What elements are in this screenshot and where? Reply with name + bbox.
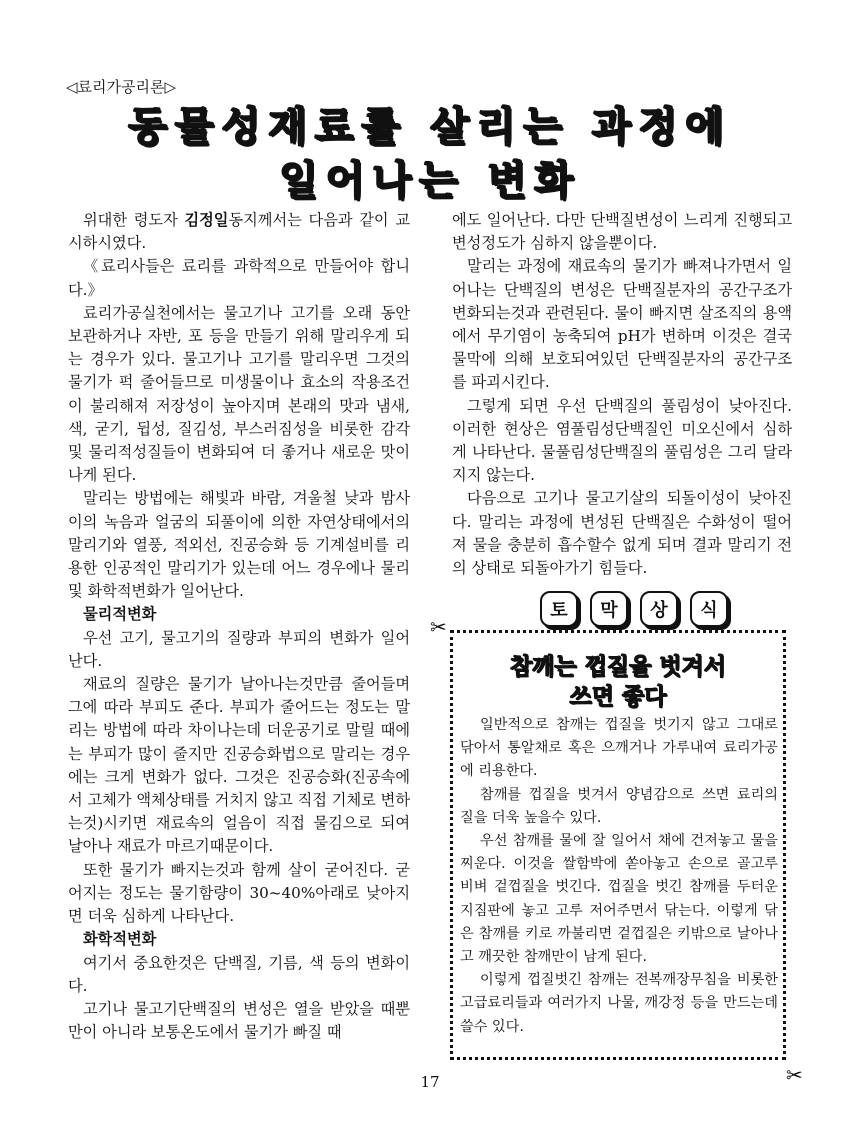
body-paragraph: 말리는 과정에 재료속의 물기가 빠져나가면서 일어나는 단백질의 변성은 단백질분자의 공간구조가 변화되는것과 관련된다. 물이 빠지면 살조직의 용액에서 무기염이 농축되여 pH가 변하며 이것은 결국 물막에 의해 보호되여있던 단백질분자의 공간구조를 파괴시킨다.: [452, 257, 792, 392]
body-paragraph: 여기서 중요한것은 단백질, 기름, 색 등의 변화이다.: [68, 953, 410, 995]
tip-body: [460, 714, 778, 1039]
tip-header-char: 상: [640, 591, 678, 627]
body-paragraph: 또한 물기가 빠지는것과 함께 살이 굳어진다. 굳어지는 정도는 물기함량이 30~40%아래로 낮아지면 더욱 심하게 나타난다.: [68, 860, 410, 926]
right-column: [452, 209, 792, 580]
page-number: 17: [420, 1073, 440, 1091]
quote-paragraph: 《료리사들은 료리를 과학적으로 만들어야 합니다.》: [68, 257, 410, 299]
tip-paragraph: 일반적으로 참깨는 껍질을 벗기지 않고 그대로 닦아서 통알채로 혹은 으깨거나 가루내여 료리가공에 리용한다.: [460, 717, 778, 780]
tip-title-line-1: 참깨는 껍질을 벗겨서: [510, 654, 726, 680]
tip-title-line-2: 쓰면 좋다: [569, 684, 667, 710]
main-title: [0, 100, 860, 208]
body-paragraph: 말리는 방법에는 해빛과 바람, 겨울철 낮과 밤사이의 녹음과 얼굼의 되풀이에 의한 자연상태에서의 말리기와 열풍, 적외선, 진공승화 등 기계설비를 리용한 인공적인 말리기가 있는데 어느 경우에나 물리 및 화학적변화가 일어난다.: [68, 489, 410, 601]
body-paragraph: 고기나 물고기단백질의 변성은 열을 받았을 때뿐만이 아니라 보통온도에서 물기가 빠질 때: [68, 999, 410, 1042]
tip-paragraph: 이렇게 껍질벗긴 참깨는 전복깨장무침을 비롯한 고급료리들과 여러가지 나물, 깨강정 등을 만드는데 쓸수 있다.: [460, 972, 778, 1035]
intro-post: 동지께서는 다음과 같이 교시하시였다.: [68, 211, 410, 253]
body-paragraph: 재료의 질량은 물기가 날아나는것만큼 줄어들며 그에 따라 부피도 준다. 부피가 줄어드는 정도는 말리는 방법에 따라 차이나는데 더운공기로 말릴 때에는 부피가 많이 줄지만 진공승화법으로 말리는 경우에는 크게 변화가 없다. 그것은 진공승화(진공속에서 고체가 액체상태를 거치지 않고 직접 기체로 변하는것)시키면 재료속의 얼음이 직접 물김으로 되여 날아나 재료가 마르기때문이다.: [68, 675, 410, 856]
leader-name: 김정일: [184, 211, 229, 229]
subheading-chemical: 화학적변화: [83, 930, 157, 949]
left-column: [68, 209, 410, 1044]
main-title-line-2: 일어나는 변화: [279, 158, 581, 204]
tip-paragraph: 참깨를 껍질을 벗겨서 양념감으로 쓰면 료리의 질을 더욱 높을수 있다.: [460, 786, 778, 826]
body-paragraph: 다음으로 고기나 물고기살의 되돌이성이 낮아진다. 말리는 과정에 변성된 단백질은 수화성이 떨어져 물을 충분히 흡수할수 없게 되며 결과 말리기 전의 상태로 되돌아가기 힘들다.: [452, 489, 792, 578]
intro-paragraph: [68, 209, 410, 255]
main-title-line-1: 동물성재료를 살리는 과정에: [128, 104, 732, 150]
body-paragraph: 그렇게 되면 우선 단백질의 풀림성이 낮아진다. 이러한 현상은 염풀림성단백질인 미오신에서 심하게 나타난다. 물풀림성단백질의 풀림성은 그리 달라지지 않는다.: [452, 396, 792, 485]
body-paragraph: 에도 일어난다. 다만 단백질변성이 느리게 진행되고 변성정도가 심하지 않을뿐이다.: [452, 211, 792, 253]
tip-header-char: 토: [540, 591, 578, 627]
intro-pre: 위대한 령도자: [83, 211, 185, 229]
section-tag: ◁료리가공리론▷: [66, 78, 177, 96]
tip-title: [452, 652, 784, 712]
body-paragraph: 우선 고기, 물고기의 질량과 부피의 변화가 일어난다.: [68, 628, 410, 670]
scissors-icon: ✂: [430, 615, 447, 639]
subheading-physical: 물리적변화: [83, 605, 157, 624]
tip-header: [540, 591, 728, 627]
scissors-icon: ✂: [786, 1063, 803, 1087]
tip-paragraph: 우선 참깨를 물에 잘 일어서 채에 건져놓고 물을 찌운다. 이것을 쌀함박에 쏟아놓고 손으로 골고루 비벼 겉껍질을 벗긴다. 껍질을 벗긴 참깨를 두터운 지짐판에 놓고 고루 저어주면서 닦는다. 이렇게 닦은 참깨를 키로 까불리면 겉껍질은 키밖으로 날아나고 깨끗한 참깨만이 남게 된다.: [460, 833, 778, 966]
tip-header-char: 식: [690, 591, 728, 627]
body-paragraph: 료리가공실천에서는 물고기나 고기를 오래 동안 보관하거나 자반, 포 등을 만들기 위해 말리우게 되는 경우가 있다. 물고기나 고기를 말리우면 그것의 물기가 퍽 줄어들므로 미생물이나 효소의 작용조건이 불리해져 저장성이 높아지며 본래의 맛과 냄새, 색, 굳기, 뒵성, 질김성, 부스러짐성을 비롯한 감각 및 물리적성질들이 변화되여 더 좋거나 새로운 맛이 나게 된다.: [68, 303, 410, 485]
tip-header-char: 막: [590, 591, 628, 627]
